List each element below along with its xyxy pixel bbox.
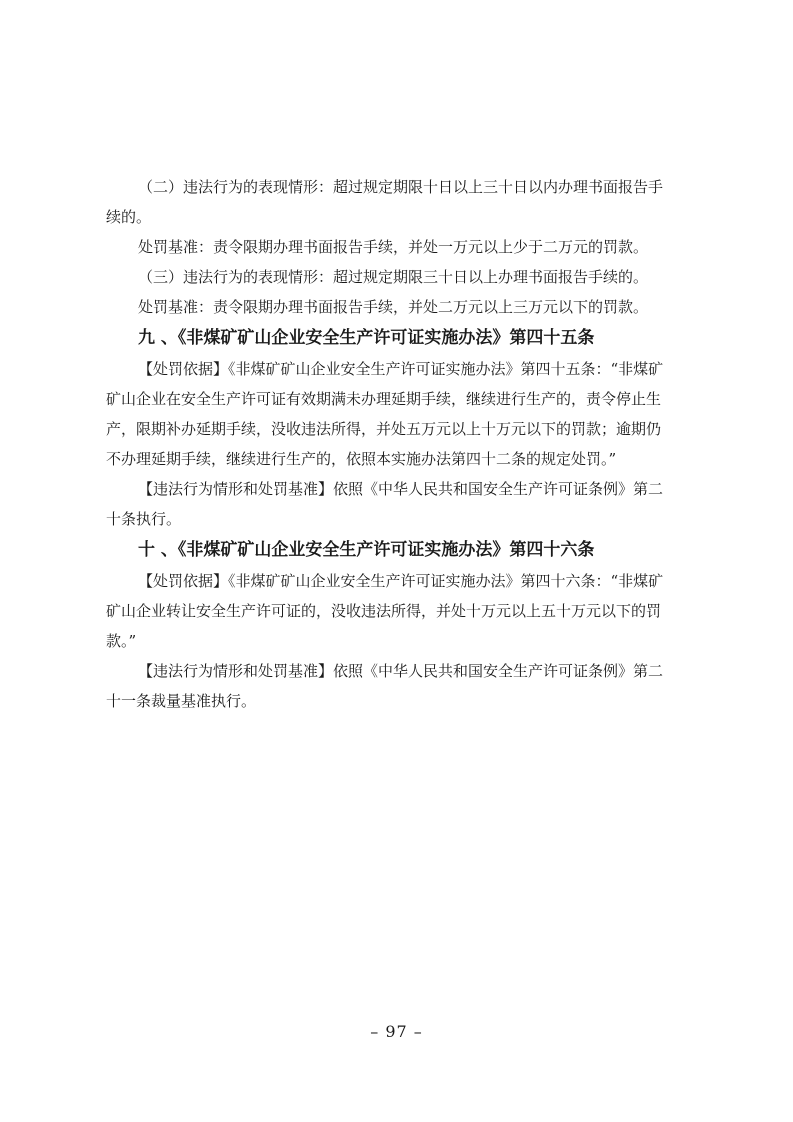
paragraph — [106, 474, 698, 534]
section-heading: 十 、《非煤矿矿山企业安全生产许可证实施办法》第四十六条 — [138, 540, 595, 560]
document-body — [106, 172, 698, 716]
text-line: （三）违法行为的表现情形：超过规定期限三十日以上办理书面报告手续的。 — [138, 268, 649, 286]
paragraph — [106, 354, 698, 474]
text-line: 十条执行。 — [106, 510, 182, 528]
section-heading: 九 、《非煤矿矿山企业安全生产许可证实施办法》第四十五条 — [138, 328, 595, 348]
text-line: 十一条裁量基准执行。 — [106, 692, 257, 710]
text-line: 矿山企业转让安全生产许可证的，没收违法所得，并处十万元以上五十万元以下的罚 — [106, 602, 662, 620]
text-line: （二）违法行为的表现情形：超过规定期限十日以上三十日以内办理书面报告手 — [138, 178, 664, 196]
text-line: 【处罚依据】《非煤矿矿山企业安全生产许可证实施办法》第四十六条：“非煤矿 — [138, 572, 664, 590]
text-line: 【违法行为情形和处罚基准】依照《中华人民共和国安全生产许可证条例》第二 — [138, 480, 664, 498]
text-line: 续的。 — [106, 208, 152, 226]
text-line: 不办理延期手续，继续进行生产的，依照本实施办法第四十二条的规定处罚。” — [106, 450, 617, 468]
paragraph — [106, 566, 698, 656]
text-line: 矿山企业在安全生产许可证有效期满未办理延期手续，继续进行生产的，责令停止生 — [106, 390, 662, 408]
paragraph — [106, 262, 698, 292]
text-line: 产，限期补办延期手续，没收违法所得，并处五万元以上十万元以下的罚款；逾期仍 — [106, 420, 662, 438]
text-line: 【处罚依据】《非煤矿矿山企业安全生产许可证实施办法》第四十五条：“非煤矿 — [138, 360, 664, 378]
text-line: 处罚基准：责令限期办理书面报告手续，并处二万元以上三万元以下的罚款。 — [138, 298, 649, 316]
paragraph — [106, 232, 698, 262]
paragraph — [106, 292, 698, 322]
page-number: – 97 – — [370, 1022, 423, 1041]
text-line: 处罚基准：责令限期办理书面报告手续，并处一万元以上少于二万元的罚款。 — [138, 238, 649, 256]
text-line: 【违法行为情形和处罚基准】依照《中华人民共和国安全生产许可证条例》第二 — [138, 662, 664, 680]
text-line: 款。” — [106, 632, 137, 650]
paragraph — [106, 656, 698, 716]
paragraph — [106, 172, 698, 232]
